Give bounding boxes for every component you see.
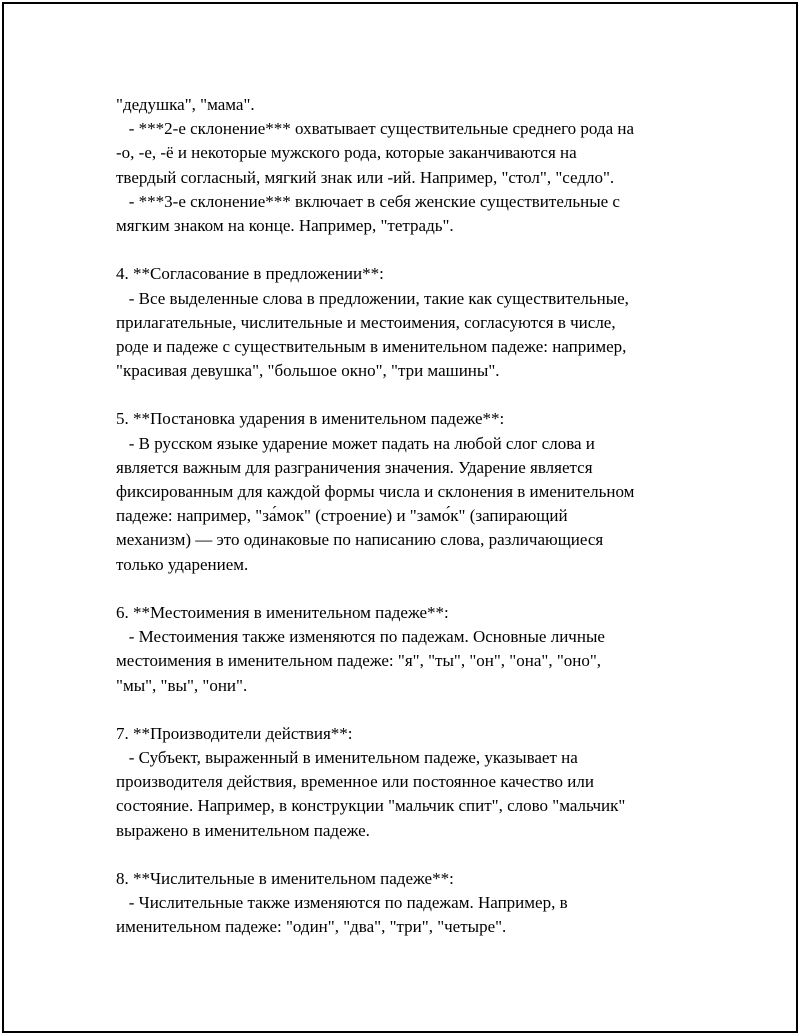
text-line: механизм) — это одинаковые по написанию слова, различающиеся — [116, 530, 604, 550]
section-heading: 6. **Местоимения в именительном падеже**: — [116, 602, 449, 622]
text-line: - Числительные также изменяются по падежам. Например, в — [116, 893, 568, 913]
text-line: выражено в именительном падеже. — [116, 820, 370, 840]
text-line: - Субъект, выраженный в именительном падеже, указывает на — [116, 748, 578, 768]
text-line: прилагательные, числительные и местоимения, согласуются в числе, — [116, 312, 616, 332]
text-line: роде и падеже с существительным в именительном падеже: например, — [116, 336, 627, 356]
text-line: "красивая девушка", "большое окно", "три машины". — [116, 361, 500, 381]
section-heading: 8. **Числительные в именительном падеже**: — [116, 869, 454, 888]
text-line: состояние. Например, в конструкции "мальчик спит", слово "мальчик" — [116, 796, 626, 816]
text-line: именительном падеже: "один", "два", "три", "четыре". — [116, 917, 507, 937]
section-heading: 5. **Постановка ударения в именительном падеже**: — [116, 409, 505, 429]
text-line: -о, -е, -ё и некоторые мужского рода, которые заканчиваются на — [116, 143, 577, 163]
section-heading: 4. **Согласование в предложении**: — [116, 264, 384, 284]
text-line: - Все выделенные слова в предложении, такие как существительные, — [116, 288, 629, 308]
text-line: - ***3-е склонение*** включает в себя женские существительные с — [116, 191, 620, 211]
text-line: "дедушка", "мама". — [116, 95, 255, 114]
blank-line — [116, 383, 696, 407]
text-line: мягким знаком на конце. Например, "тетрадь". — [116, 215, 454, 235]
text-line: местоимения в именительном падеже: "я", "ты", "он", "она", "оно", — [116, 651, 602, 671]
text-line: - Местоимения также изменяются по падежам. Основные личные — [116, 627, 605, 647]
text-line: производителя действия, временное или постоянное качество или — [116, 772, 594, 792]
text-line: - В русском языке ударение может падать на любой слог слова и — [116, 433, 595, 453]
blank-line — [116, 698, 696, 722]
blank-line — [116, 843, 696, 867]
text-line: - ***2-е склонение*** охватывает существительные среднего рода на — [116, 119, 635, 139]
section-heading: 7. **Производители действия**: — [116, 723, 353, 743]
text-line: твердый согласный, мягкий знак или -ий. Например, "стол", "седло". — [116, 167, 615, 187]
text-line: падеже: например, "за́мок" (строение) и "замо́к" (запирающий — [116, 506, 568, 526]
blank-line — [116, 577, 696, 601]
text-line: является важным для разграничения значения. Ударение является — [116, 457, 593, 477]
document-body — [116, 93, 696, 940]
text-line: "мы", "вы", "они". — [116, 675, 248, 695]
text-line: фиксированным для каждой формы числа и склонения в именительном — [116, 482, 635, 501]
text-line: только ударением. — [116, 554, 249, 574]
blank-line — [116, 238, 696, 262]
